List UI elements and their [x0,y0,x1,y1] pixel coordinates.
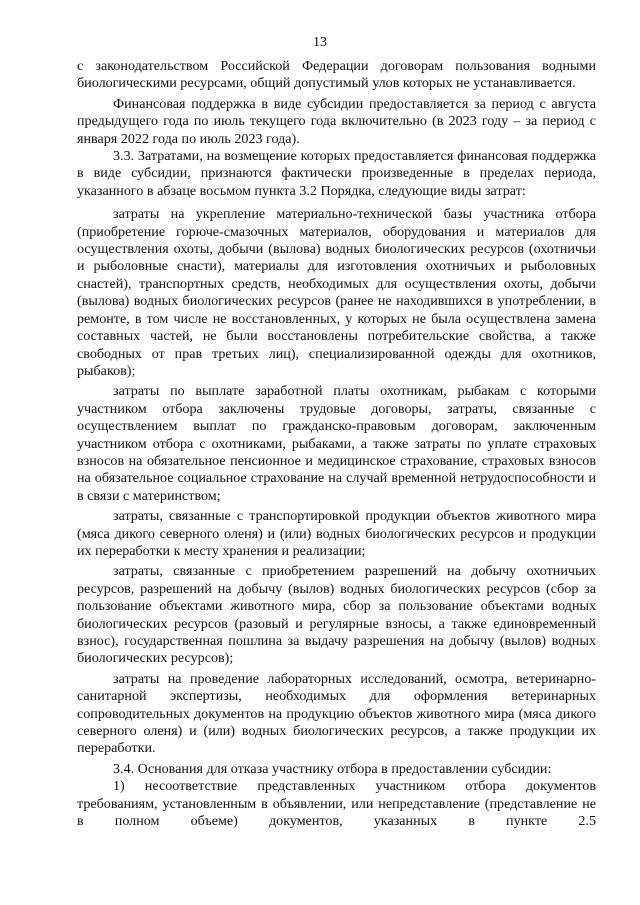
paragraph-costs-lab-tests: затраты на проведение лабораторных исследований, осмотра, ветеринарно-санитарной экспертизы, необходимых для оформления ветеринарных сопроводительных документов на продукцию объектов животного мира (мяса дикого северного оленя) и (или) водных биологических ресурсов, а также продукции их переработки. [77,670,596,757]
paragraph-costs-material-base: затраты на укрепление материально-технической базы участника отбора (приобретение горюче-смазочных материалов, оборудования и материалов для осуществления охоты, добычи (вылова) водных биологических ресурсов (охотничьи и рыболовные снасти), материалы для изготовления охотничьих и рыболовных снастей), транспортных средств, необходимых для осуществления охоты, добычи (вылова) водных биологических ресурсов (ранее не находившихся в употреблении, в ремонте, в том числе не восстановленных, у которых не была осуществлена замена составных частей, не были восстановлены потребительские свойства, а также свободных от прав третьих лиц), специализированной одежды для охотников, рыбаков); [77,206,596,379]
paragraph-3-3: 3.3. Затратами, на возмещение которых предоставляется финансовая поддержка в виде субсидии, признаются фактически произведенные в пределах периода, указанного в абзаце восьмом пункта 3.2 Порядка, следующие виды затрат: [77,148,596,199]
page-number: 13 [313,35,327,50]
paragraph-continuation: с законодательством Российской Федерации договорам пользования водными биологическими ресурсами, общий допустимый улов которых не устанавливается. [77,58,596,92]
paragraph-3-4: 3.4. Основания для отказа участнику отбора в предоставлении субсидии: [113,760,552,777]
paragraph-financial-support-period: Финансовая поддержка в виде субсидии предоставляется за период с августа предыдущего года по июль текущего года включительно (в 2023 году – за период с января 2022 года по июль 2023 года). [77,95,596,147]
paragraph-refusal-reason-1: 1) несоответствие представленных участником отбора документов требованиям, установленным в объявлении, или непредставление (представление не в полном объеме) документов, указанных в пункте 2.5 [77,778,596,830]
paragraph-costs-permits: затраты, связанные с приобретением разрешений на добычу охотничьих ресурсов, разрешений на добычу (вылов) водных биологических ресурсов (сбор за пользование объектами животного мира, сбор за пользование объектами водных биологических ресурсов (разовый и регулярные взносы, а также единовременный взнос), государственная пошлина за выдачу разрешения на добычу (вылов) водных биологических ресурсов); [77,563,596,667]
paragraph-costs-wages: затраты по выплате заработной платы охотникам, рыбакам с которыми участником отбора заключены трудовые договоры, затраты, связанные с осуществлением выплат по гражданско-правовым договорам, заключенным участником отбора с охотниками, рыбаками, а также затраты по уплате страховых взносов на обязательное пенсионное и медицинское страхование, страховых взносов на обязательное социальное страхование на случай временной нетрудоспособности и в связи с материнством; [77,383,596,504]
paragraph-costs-transport: затраты, связанные с транспортировкой продукции объектов животного мира (мяса дикого северного оленя) и (или) водных биологических ресурсов и продукции их переработки к месту хранения и реализации; [77,508,596,559]
document-body [77,58,596,830]
